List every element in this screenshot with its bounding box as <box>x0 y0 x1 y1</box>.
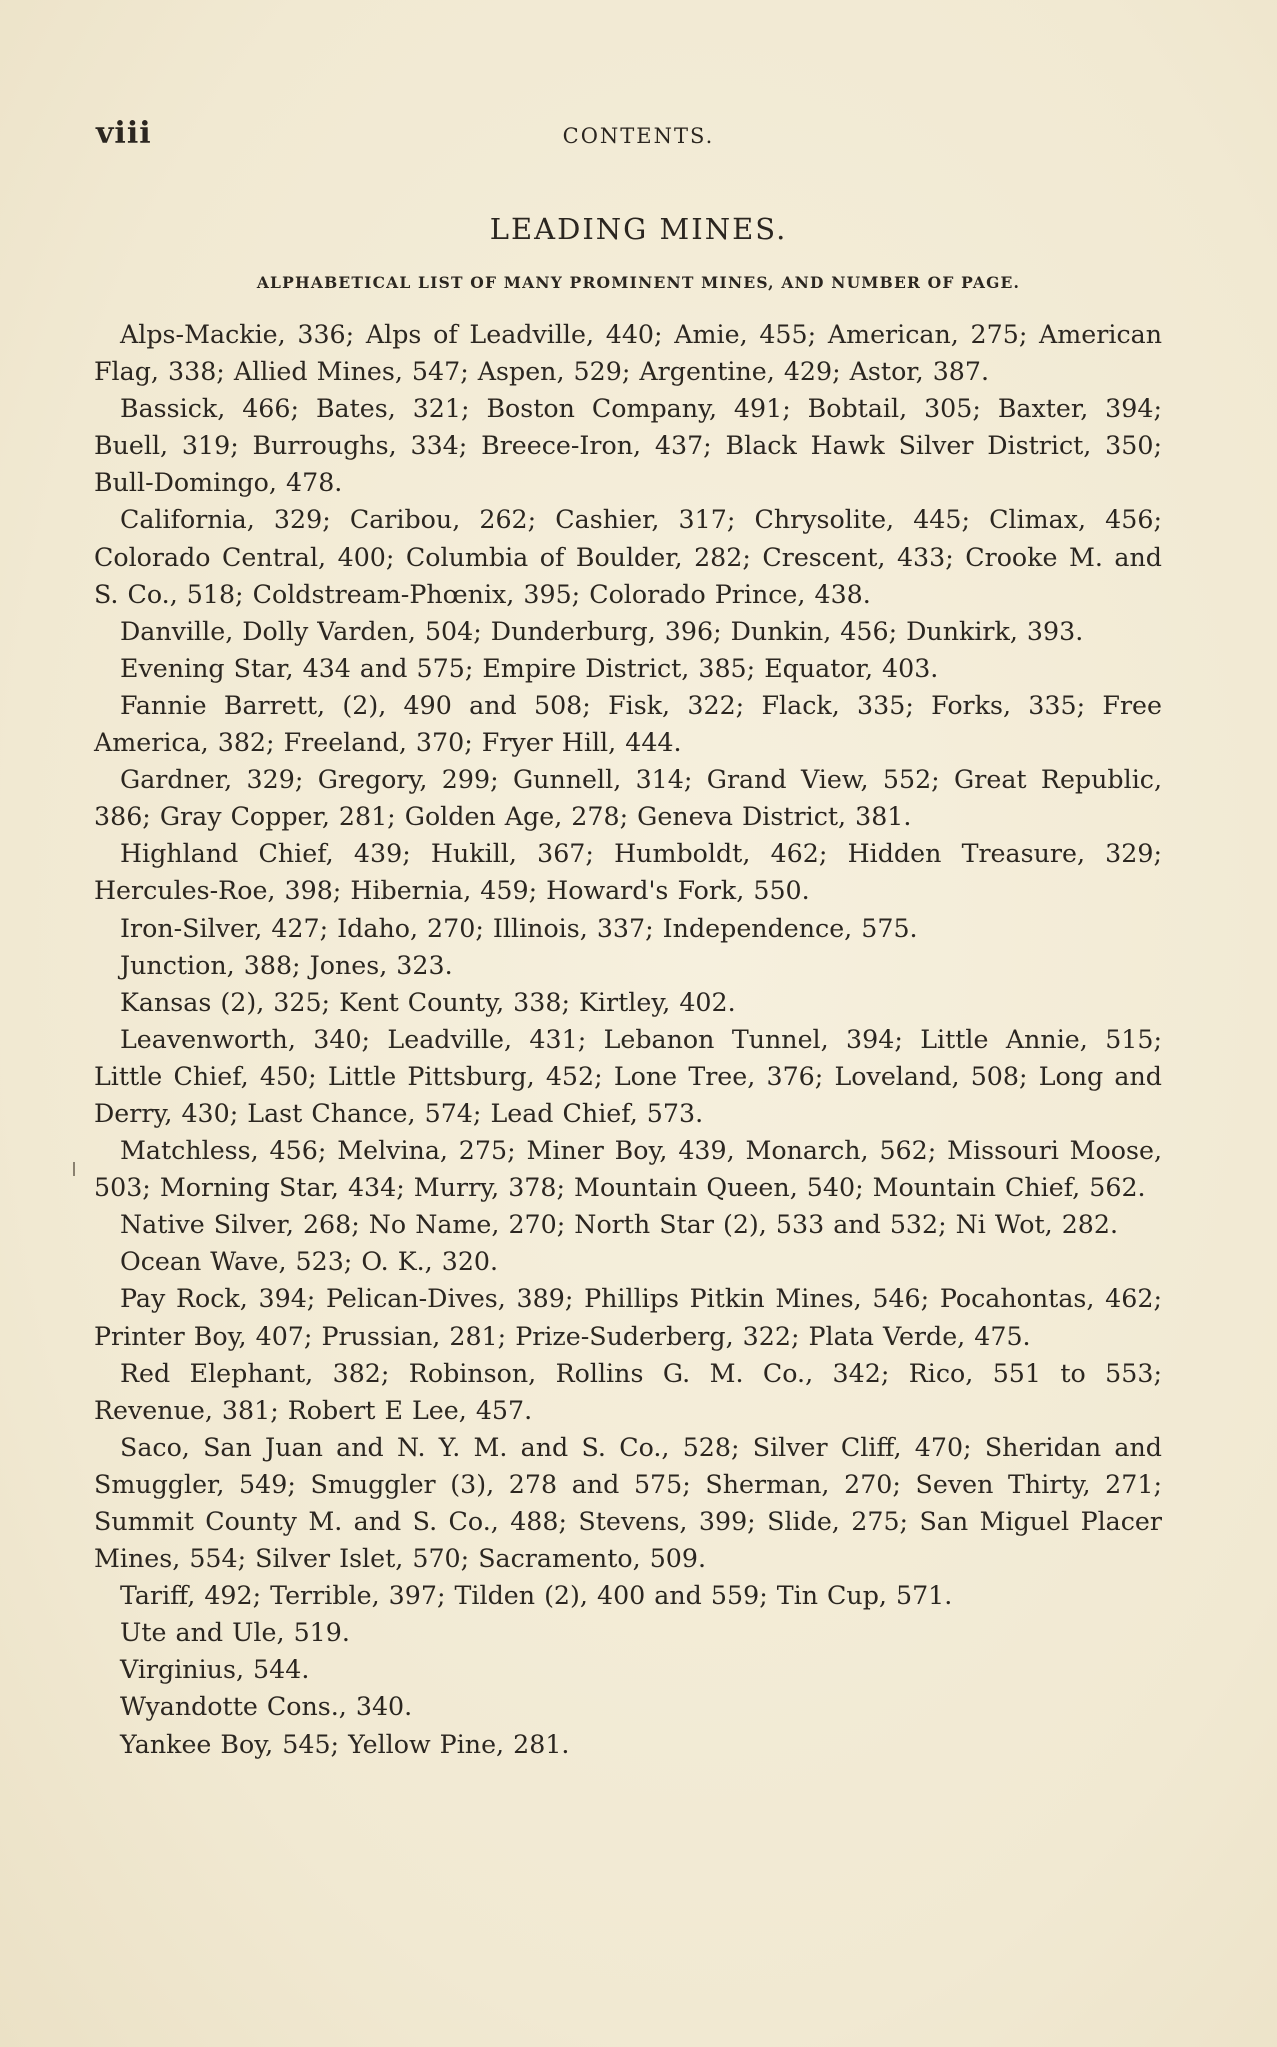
index-entry-u: Ute and Ule, 519. <box>120 1618 350 1648</box>
running-head: CONTENTS. <box>562 124 715 148</box>
index-entry-f: Fannie Barrett, (2), 490 and 508; Fisk, 322; Flack, 335; Forks, 335; Free America, 382; Freeland, 370; Fryer Hill, 444. <box>94 690 1162 758</box>
index-entry-a: Alps-Mackie, 336; Alps of Leadville, 440; Amie, 455; American, 275; American Flag, 338; Allied Mines, 547; Aspen, 529; Argentine, 429; Astor, 387. <box>94 320 1162 387</box>
index-entry-j: Junction, 388; Jones, 323. <box>120 950 453 980</box>
index-entry-m: Matchless, 456; Melvina, 275; Miner Boy, 439, Monarch, 562; Missouri Moose, 503; Morning Star, 434; Murry, 378; Mountain Queen, 540; Mountain Chief, 562. <box>94 1136 1162 1203</box>
index-entry-s: Saco, San Juan and N. Y. M. and S. Co., 528; Silver Cliff, 470; Sheridan and Smuggler, 549; Smuggler (3), 278 and 575; Sherman, 270; Seven Thirty, 271; Summit County M. and S. Co., 488; Stevens, 399; Slide, 275; San Miguel Placer Mines, 554; Silver Islet, 570; Sacramento, 509. <box>94 1432 1162 1574</box>
index-entry-c: California, 329; Caribou, 262; Cashier, 317; Chrysolite, 445; Climax, 456; Colorado Central, 400; Columbia of Boulder, 282; Crescent, 433; Crooke M. and S. Co., 518; Coldstream-Phœnix, 395; Colorado Prince, 438. <box>94 505 1162 609</box>
index-entry-h: Highland Chief, 439; Hukill, 367; Humboldt, 462; Hidden Treasure, 329; Hercules-Roe, 398; Hibernia, 459; Howard's Fork, 550. <box>94 839 1162 906</box>
section-subtitle: ALPHABETICAL LIST OF MANY PROMINENT MINES, AND NUMBER OF PAGE. <box>256 273 1021 292</box>
index-entry-n: Native Silver, 268; No Name, 270; North Star (2), 533 and 532; Ni Wot, 282. <box>120 1210 1119 1240</box>
index-entry-g: Gardner, 329; Gregory, 299; Gunnell, 314; Grand View, 552; Great Republic, 386; Gray Copper, 281; Golden Age, 278; Geneva District, 381. <box>94 765 1162 832</box>
index-entry-v: Virginius, 544. <box>120 1655 310 1685</box>
margin-mark <box>73 1162 75 1176</box>
index-entry-k: Kansas (2), 325; Kent County, 338; Kirtley, 402. <box>120 987 736 1017</box>
index-entry-t: Tariff, 492; Terrible, 397; Tilden (2), 400 and 559; Tin Cup, 571. <box>120 1581 953 1611</box>
index-entry-r: Red Elephant, 382; Robinson, Rollins G. M. Co., 342; Rico, 551 to 553; Revenue, 381; Robert E Lee, 457. <box>94 1358 1162 1425</box>
index-entry-e: Evening Star, 434 and 575; Empire District, 385; Equator, 403. <box>120 653 939 683</box>
index-entry-b: Bassick, 466; Bates, 321; Boston Company, 491; Bobtail, 305; Baxter, 394; Buell, 319; Burroughs, 334; Breece-Iron, 437; Black Hawk Silver District, 350; Bull-Domingo, 478. <box>94 394 1162 498</box>
index-entry-d: Danville, Dolly Varden, 504; Dunderburg, 396; Dunkin, 456; Dunkirk, 393. <box>120 616 1084 646</box>
index-entry-l: Leavenworth, 340; Leadville, 431; Lebanon Tunnel, 394; Little Annie, 515; Little Chief, 450; Little Pittsburg, 452; Lone Tree, 376; Loveland, 508; Long and Derry, 430; Last Chance, 574; Lead Chief, 573. <box>94 1024 1162 1128</box>
index-entry-i: Iron-Silver, 427; Idaho, 270; Illinois, 337; Independence, 575. <box>120 913 918 943</box>
index-entry-w: Wyandotte Cons., 340. <box>120 1692 413 1722</box>
section-title: LEADING MINES. <box>489 212 788 246</box>
page-number: viii <box>96 116 152 151</box>
index-entry-o: Ocean Wave, 523; O. K., 320. <box>120 1247 499 1277</box>
index-entry-y: Yankee Boy, 545; Yellow Pine, 281. <box>120 1729 570 1759</box>
mine-index-list <box>94 316 1162 1763</box>
index-entry-p: Pay Rock, 394; Pelican-Dives, 389; Phillips Pitkin Mines, 546; Pocahontas, 462; Printer Boy, 407; Prussian, 281; Prize-Suderberg, 322; Plata Verde, 475. <box>94 1284 1162 1351</box>
